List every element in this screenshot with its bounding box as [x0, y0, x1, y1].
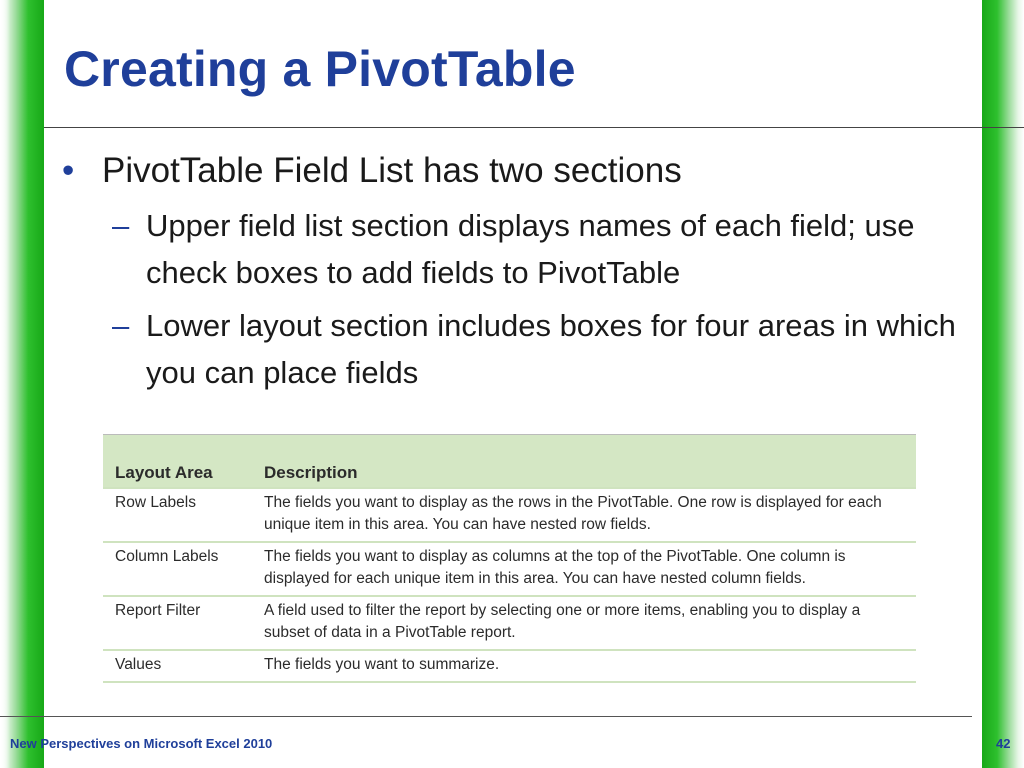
bullet-level2: [62, 202, 972, 296]
bullet-dash-icon: –: [112, 308, 130, 343]
layout-area-cell: Row Labels: [103, 488, 252, 542]
layout-area-table: [103, 434, 916, 683]
table-row: [103, 542, 916, 596]
table-row: [103, 488, 916, 542]
slide-title: Creating a PivotTable: [64, 41, 576, 97]
column-header: Description: [252, 435, 916, 489]
page-number: 42: [996, 736, 1011, 751]
description-cell: The fields you want to display as the rows in the PivotTable. One row is displayed for each unique item in this area. You can have nested row fields.: [252, 488, 916, 542]
column-header: Layout Area: [103, 435, 252, 489]
footer-divider: [0, 716, 972, 717]
description-cell: The fields you want to display as columns at the top of the PivotTable. One column is displayed for each unique item in this area. You can have nested column fields.: [252, 542, 916, 596]
table-row: [103, 596, 916, 650]
table-header-row: [103, 435, 916, 489]
bullet-dot-icon: •: [62, 151, 75, 190]
left-green-bar: [0, 0, 44, 768]
bullet-level2-text: Lower layout section includes boxes for four areas in which you can place fields: [146, 308, 956, 390]
description-cell: A field used to filter the report by selecting one or more items, enabling you to display a subset of data in a PivotTable report.: [252, 596, 916, 650]
layout-area-cell: Report Filter: [103, 596, 252, 650]
right-green-bar: [982, 0, 1024, 768]
table-row: [103, 650, 916, 682]
bullet-level1: [62, 146, 972, 196]
title-divider: [44, 127, 1024, 128]
bullet-level2-text: Upper field list section displays names of each field; use check boxes to add fields to PivotTable: [146, 208, 915, 290]
layout-area-cell: Column Labels: [103, 542, 252, 596]
bullet-dash-icon: –: [112, 208, 130, 243]
layout-area-cell: Values: [103, 650, 252, 682]
bullet-level1-text: PivotTable Field List has two sections: [102, 151, 682, 190]
footer-source: New Perspectives on Microsoft Excel 2010: [10, 736, 273, 751]
bullet-level2: [62, 302, 972, 396]
bullet-list: [62, 146, 972, 396]
description-cell: The fields you want to summarize.: [252, 650, 916, 682]
